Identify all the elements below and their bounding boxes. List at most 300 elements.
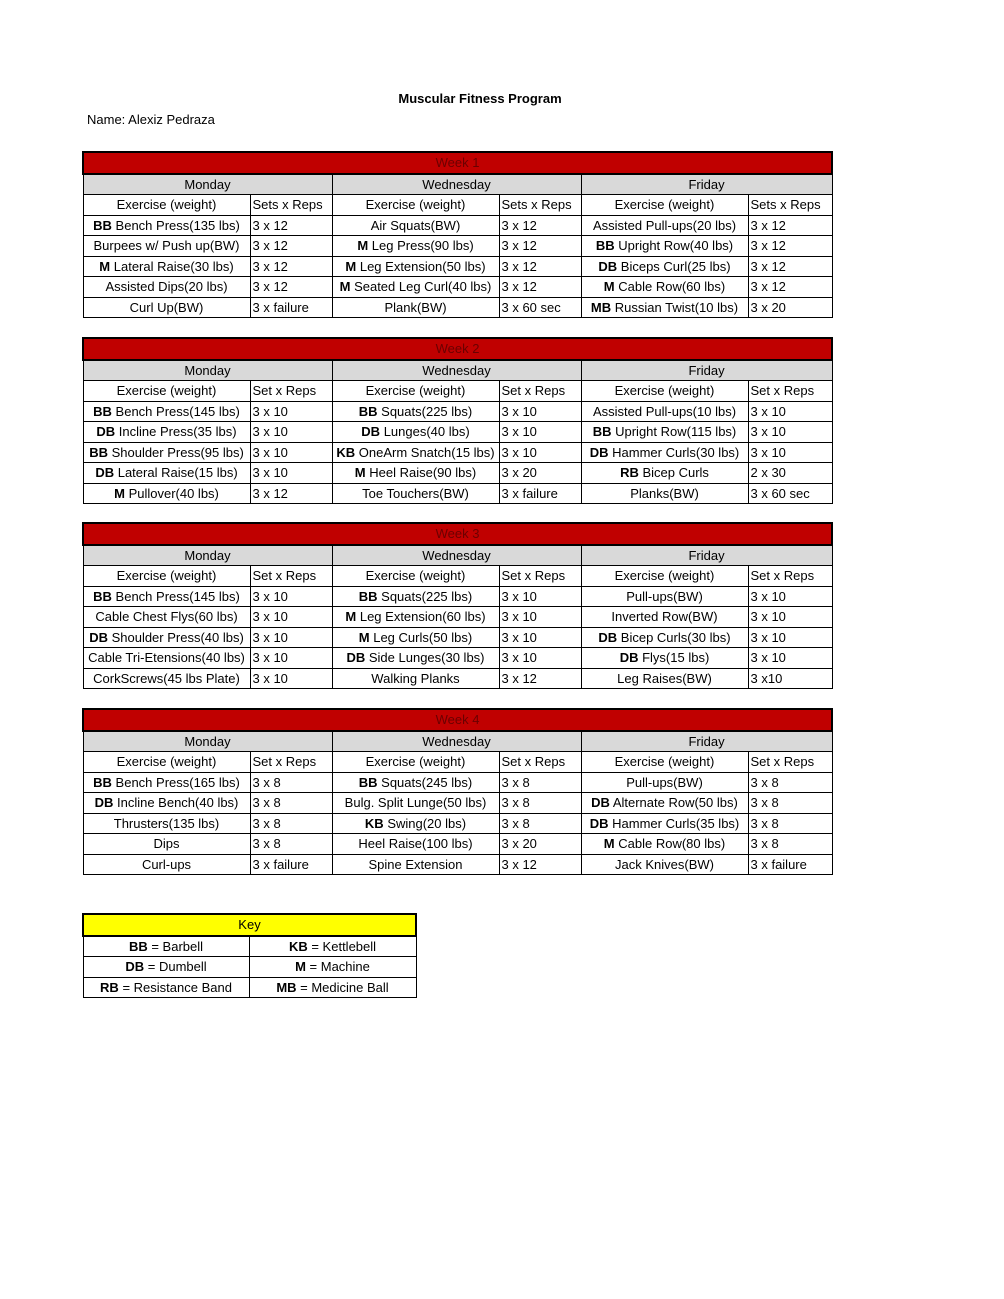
- cell-text: Dips: [153, 836, 180, 852]
- cell-text: Shoulder Press(95 lbs): [107, 444, 244, 460]
- equipment-abbrev: KB: [364, 815, 384, 831]
- cell-text: Hammer Curls(30 lbs): [608, 444, 740, 460]
- cell-text: Leg Extension(60 lbs): [356, 609, 486, 625]
- exercise-cell: [83, 648, 250, 669]
- table-row: [83, 236, 832, 257]
- exercise-cell: [83, 277, 250, 298]
- cell-text: Leg Extension(50 lbs): [356, 258, 486, 274]
- cell-text: Curl Up(BW): [129, 299, 204, 315]
- sets-reps-cell: 3 x 8: [748, 793, 832, 814]
- sets-reps-cell: 3 x 10: [250, 442, 332, 463]
- column-header-row: [83, 566, 832, 587]
- exercise-cell: [83, 401, 250, 422]
- week-header-row: [83, 709, 832, 731]
- table-row: [83, 854, 832, 875]
- equipment-abbrev: BB: [89, 444, 108, 460]
- column-header: Sets x Reps: [748, 195, 832, 216]
- sets-reps-cell: 3 x10: [748, 668, 832, 689]
- sets-reps-cell: 3 x 12: [748, 236, 832, 257]
- cell-text: Bulg. Split Lunge(50 lbs): [344, 795, 487, 811]
- column-header: Set x Reps: [499, 381, 581, 402]
- cell-text: Upright Row(115 lbs): [611, 424, 737, 440]
- exercise-cell: [83, 813, 250, 834]
- column-header: Sets x Reps: [250, 195, 332, 216]
- day-header-row: [83, 174, 832, 195]
- table-row: [83, 483, 832, 504]
- week-header-row: [83, 523, 832, 545]
- cell-text: Shoulder Press(40 lbs): [107, 629, 244, 645]
- week-table: [82, 522, 833, 689]
- week-label: Week 2: [83, 338, 832, 360]
- equipment-abbrev: M: [114, 485, 125, 501]
- week-label: Week 1: [83, 152, 832, 174]
- day-label: Wednesday: [332, 731, 581, 752]
- sets-reps-cell: 3 x 60 sec: [499, 297, 581, 318]
- week-label: Week 4: [83, 709, 832, 731]
- column-header: Exercise (weight): [581, 381, 748, 402]
- column-header: Exercise (weight): [83, 752, 250, 773]
- day-label: Friday: [581, 731, 832, 752]
- key-row: [83, 936, 416, 957]
- cell-text: Squats(225 lbs): [377, 403, 473, 419]
- key-table: [82, 913, 417, 998]
- equipment-abbrev: DB: [589, 815, 609, 831]
- cell-text: Swing(20 lbs): [383, 815, 467, 831]
- column-header: Exercise (weight): [581, 752, 748, 773]
- table-row: [83, 627, 832, 648]
- column-header-row: [83, 381, 832, 402]
- cell-text: Thrusters(135 lbs): [113, 815, 220, 831]
- exercise-cell: [581, 607, 748, 628]
- sets-reps-cell: 3 x 10: [499, 648, 581, 669]
- cell-text: Assisted Pull-ups(10 lbs): [592, 403, 737, 419]
- day-label: Monday: [83, 731, 332, 752]
- cell-text: Upright Row(40 lbs): [614, 238, 734, 254]
- equipment-abbrev: M: [345, 258, 357, 274]
- table-row: [83, 668, 832, 689]
- day-label: Wednesday: [332, 174, 581, 195]
- exercise-cell: [581, 793, 748, 814]
- sets-reps-cell: 3 x 12: [499, 236, 581, 257]
- table-row: [83, 442, 832, 463]
- cell-text: = Kettlebell: [307, 938, 377, 954]
- equipment-abbrev: BB: [128, 938, 148, 954]
- exercise-cell: [581, 297, 748, 318]
- equipment-abbrev: BB: [358, 588, 378, 604]
- equipment-abbrev: DB: [361, 424, 381, 440]
- sets-reps-cell: 2 x 30: [748, 463, 832, 484]
- exercise-cell: [332, 297, 499, 318]
- key-entry: [249, 977, 416, 998]
- equipment-abbrev: DB: [125, 959, 145, 975]
- cell-text: = Resistance Band: [118, 979, 232, 995]
- sets-reps-cell: 3 x 12: [748, 215, 832, 236]
- table-row: [83, 422, 832, 443]
- cell-text: Bench Press(145 lbs): [111, 588, 240, 604]
- day-label: Monday: [83, 545, 332, 566]
- column-header: Set x Reps: [499, 566, 581, 587]
- cell-text: Bench Press(145 lbs): [111, 403, 240, 419]
- exercise-cell: [332, 772, 499, 793]
- exercise-cell: [83, 463, 250, 484]
- day-header-row: [83, 545, 832, 566]
- sets-reps-cell: 3 x 12: [499, 277, 581, 298]
- exercise-cell: [581, 586, 748, 607]
- equipment-abbrev: MB: [276, 979, 297, 995]
- exercise-cell: [581, 236, 748, 257]
- exercise-cell: [332, 586, 499, 607]
- cell-text: Plank(BW): [384, 299, 447, 315]
- exercise-cell: [83, 607, 250, 628]
- key-entry: [249, 957, 416, 978]
- cell-text: = Barbell: [147, 938, 204, 954]
- equipment-abbrev: M: [603, 836, 615, 852]
- cell-text: Lateral Raise(30 lbs): [110, 258, 234, 274]
- exercise-cell: [83, 586, 250, 607]
- sets-reps-cell: 3 x 10: [250, 401, 332, 422]
- equipment-abbrev: BB: [358, 774, 378, 790]
- sets-reps-cell: 3 x 8: [748, 834, 832, 855]
- column-header: Exercise (weight): [83, 195, 250, 216]
- column-header: Sets x Reps: [499, 195, 581, 216]
- exercise-cell: [332, 834, 499, 855]
- exercise-cell: [83, 442, 250, 463]
- sets-reps-cell: 3 x 12: [748, 256, 832, 277]
- cell-text: Lunges(40 lbs): [380, 424, 470, 440]
- table-row: [83, 793, 832, 814]
- cell-text: Side Lunges(30 lbs): [365, 650, 485, 666]
- cell-text: Heel Raise(100 lbs): [358, 836, 473, 852]
- equipment-abbrev: RB: [620, 465, 639, 481]
- sets-reps-cell: 3 x 10: [250, 627, 332, 648]
- sets-reps-cell: 3 x 20: [499, 463, 581, 484]
- sets-reps-cell: 3 x 10: [748, 586, 832, 607]
- cell-text: Incline Press(35 lbs): [115, 424, 237, 440]
- key-entry: [83, 977, 249, 998]
- sets-reps-cell: 3 x 10: [499, 401, 581, 422]
- equipment-abbrev: DB: [89, 629, 108, 645]
- cell-text: CorkScrews(45 lbs Plate): [93, 670, 240, 686]
- page-title: Muscular Fitness Program: [398, 91, 562, 106]
- exercise-cell: [332, 854, 499, 875]
- sets-reps-cell: 3 x failure: [748, 854, 832, 875]
- exercise-cell: [332, 256, 499, 277]
- cell-text: Bench Press(165 lbs): [111, 774, 240, 790]
- column-header: Exercise (weight): [332, 752, 499, 773]
- equipment-abbrev: DB: [589, 444, 609, 460]
- exercise-cell: [83, 297, 250, 318]
- sets-reps-cell: 3 x 10: [748, 422, 832, 443]
- cell-text: OneArm Snatch(15 lbs): [355, 444, 495, 460]
- exercise-cell: [83, 793, 250, 814]
- key-title: Key: [83, 914, 416, 936]
- week-label: Week 3: [83, 523, 832, 545]
- cell-text: Alternate Row(50 lbs): [609, 795, 738, 811]
- day-label: Monday: [83, 174, 332, 195]
- sets-reps-cell: 3 x 10: [250, 463, 332, 484]
- sets-reps-cell: 3 x 12: [250, 215, 332, 236]
- cell-text: Leg Curls(50 lbs): [369, 629, 473, 645]
- table-row: [83, 648, 832, 669]
- cell-text: Spine Extension: [368, 856, 463, 872]
- equipment-abbrev: DB: [598, 629, 618, 645]
- week-table: [82, 708, 833, 875]
- exercise-cell: [332, 483, 499, 504]
- exercise-cell: [83, 483, 250, 504]
- sets-reps-cell: 3 x 8: [748, 813, 832, 834]
- column-header: Set x Reps: [250, 566, 332, 587]
- exercise-cell: [332, 422, 499, 443]
- equipment-abbrev: BB: [592, 424, 612, 440]
- exercise-cell: [332, 627, 499, 648]
- sets-reps-cell: 3 x 8: [250, 834, 332, 855]
- cell-text: Bench Press(135 lbs): [111, 217, 240, 233]
- equipment-abbrev: M: [345, 609, 357, 625]
- cell-text: Pull-ups(BW): [626, 588, 703, 604]
- exercise-cell: [332, 236, 499, 257]
- cell-text: Seated Leg Curl(40 lbs): [350, 279, 492, 295]
- exercise-cell: [332, 813, 499, 834]
- exercise-cell: [83, 772, 250, 793]
- day-label: Wednesday: [332, 545, 581, 566]
- equipment-abbrev: BB: [93, 217, 112, 233]
- exercise-cell: [581, 627, 748, 648]
- sets-reps-cell: 3 x 8: [499, 813, 581, 834]
- sets-reps-cell: 3 x 10: [250, 668, 332, 689]
- equipment-abbrev: DB: [598, 258, 618, 274]
- cell-text: Air Squats(BW): [370, 217, 461, 233]
- equipment-abbrev: DB: [95, 465, 115, 481]
- sets-reps-cell: 3 x 10: [748, 607, 832, 628]
- cell-text: Curl-ups: [141, 856, 192, 872]
- sets-reps-cell: 3 x 10: [250, 586, 332, 607]
- sets-reps-cell: 3 x 12: [250, 483, 332, 504]
- sets-reps-cell: 3 x 10: [748, 648, 832, 669]
- cell-text: Burpees w/ Push up(BW): [93, 238, 240, 254]
- equipment-abbrev: M: [339, 279, 351, 295]
- sets-reps-cell: 3 x 10: [250, 607, 332, 628]
- key-entry: [249, 936, 416, 957]
- equipment-abbrev: DB: [346, 650, 366, 666]
- sets-reps-cell: 3 x 20: [499, 834, 581, 855]
- cell-text: Flys(15 lbs): [638, 650, 710, 666]
- column-header: Set x Reps: [748, 752, 832, 773]
- sets-reps-cell: 3 x 12: [250, 256, 332, 277]
- sets-reps-cell: 3 x 8: [250, 813, 332, 834]
- table-row: [83, 772, 832, 793]
- equipment-abbrev: M: [354, 465, 366, 481]
- day-header-row: [83, 360, 832, 381]
- table-row: [83, 463, 832, 484]
- exercise-cell: [83, 834, 250, 855]
- cell-text: Cable Chest Flys(60 lbs): [95, 609, 238, 625]
- exercise-cell: [83, 627, 250, 648]
- sets-reps-cell: 3 x 10: [748, 442, 832, 463]
- key-entry: [83, 957, 249, 978]
- sets-reps-cell: 3 x failure: [250, 854, 332, 875]
- equipment-abbrev: BB: [93, 774, 112, 790]
- cell-text: Biceps Curl(25 lbs): [617, 258, 731, 274]
- cell-text: Inverted Row(BW): [611, 609, 718, 625]
- equipment-abbrev: M: [295, 959, 306, 975]
- table-row: [83, 401, 832, 422]
- cell-text: Jack Knives(BW): [615, 856, 714, 872]
- sets-reps-cell: 3 x 10: [748, 627, 832, 648]
- sets-reps-cell: 3 x 12: [499, 854, 581, 875]
- sets-reps-cell: 3 x 8: [499, 793, 581, 814]
- day-label: Friday: [581, 174, 832, 195]
- cell-text: Toe Touchers(BW): [362, 485, 469, 501]
- cell-text: Bicep Curls: [638, 465, 709, 481]
- exercise-cell: [581, 401, 748, 422]
- sets-reps-cell: 3 x failure: [250, 297, 332, 318]
- exercise-cell: [581, 668, 748, 689]
- sets-reps-cell: 3 x 8: [250, 772, 332, 793]
- equipment-abbrev: M: [358, 629, 370, 645]
- equipment-abbrev: BB: [595, 238, 615, 254]
- equipment-abbrev: M: [357, 238, 369, 254]
- column-header: Set x Reps: [748, 381, 832, 402]
- table-row: [83, 277, 832, 298]
- sets-reps-cell: 3 x 8: [499, 772, 581, 793]
- key-entry: [83, 936, 249, 957]
- column-header: Set x Reps: [748, 566, 832, 587]
- cell-text: Assisted Dips(20 lbs): [105, 279, 228, 295]
- week-table: [82, 337, 833, 504]
- column-header-row: [83, 752, 832, 773]
- sets-reps-cell: 3 x 8: [250, 793, 332, 814]
- cell-text: Leg Raises(BW): [617, 670, 712, 686]
- exercise-cell: [332, 648, 499, 669]
- exercise-cell: [83, 668, 250, 689]
- equipment-abbrev: BB: [358, 403, 378, 419]
- exercise-cell: [581, 215, 748, 236]
- day-header-row: [83, 731, 832, 752]
- sets-reps-cell: 3 x 10: [499, 442, 581, 463]
- exercise-cell: [83, 215, 250, 236]
- key-header-row: [83, 914, 416, 936]
- sets-reps-cell: 3 x 10: [499, 422, 581, 443]
- student-name: Name: Alexiz Pedraza: [87, 112, 215, 127]
- cell-text: Heel Raise(90 lbs): [365, 465, 477, 481]
- exercise-cell: [581, 422, 748, 443]
- sets-reps-cell: 3 x 10: [250, 422, 332, 443]
- exercise-cell: [581, 648, 748, 669]
- exercise-cell: [581, 256, 748, 277]
- exercise-cell: [581, 463, 748, 484]
- column-header: Set x Reps: [499, 752, 581, 773]
- cell-text: Leg Press(90 lbs): [368, 238, 474, 254]
- equipment-abbrev: M: [99, 258, 111, 274]
- sets-reps-cell: 3 x 10: [499, 586, 581, 607]
- cell-text: Pullover(40 lbs): [124, 485, 219, 501]
- column-header: Exercise (weight): [83, 381, 250, 402]
- table-row: [83, 297, 832, 318]
- exercise-cell: [83, 854, 250, 875]
- sets-reps-cell: 3 x 12: [499, 256, 581, 277]
- cell-text: Squats(225 lbs): [377, 588, 473, 604]
- equipment-abbrev: M: [603, 279, 615, 295]
- table-row: [83, 215, 832, 236]
- exercise-cell: [581, 442, 748, 463]
- equipment-abbrev: DB: [96, 424, 116, 440]
- key-row: [83, 977, 416, 998]
- table-row: [83, 586, 832, 607]
- column-header: Set x Reps: [250, 752, 332, 773]
- column-header: Exercise (weight): [83, 566, 250, 587]
- sets-reps-cell: 3 x 10: [499, 627, 581, 648]
- cell-text: = Machine: [305, 959, 370, 975]
- cell-text: Planks(BW): [630, 485, 699, 501]
- sets-reps-cell: 3 x 12: [499, 215, 581, 236]
- key-row: [83, 957, 416, 978]
- exercise-cell: [332, 668, 499, 689]
- exercise-cell: [332, 463, 499, 484]
- sets-reps-cell: 3 x 12: [250, 236, 332, 257]
- exercise-cell: [332, 215, 499, 236]
- equipment-abbrev: MB: [590, 299, 612, 315]
- sets-reps-cell: 3 x 10: [499, 607, 581, 628]
- week-header-row: [83, 338, 832, 360]
- cell-text: Russian Twist(10 lbs): [611, 299, 739, 315]
- exercise-cell: [332, 277, 499, 298]
- exercise-cell: [581, 813, 748, 834]
- cell-text: Cable Row(60 lbs): [614, 279, 726, 295]
- table-row: [83, 834, 832, 855]
- column-header: Set x Reps: [250, 381, 332, 402]
- sets-reps-cell: 3 x 8: [748, 772, 832, 793]
- exercise-cell: [581, 854, 748, 875]
- day-label: Friday: [581, 360, 832, 381]
- equipment-abbrev: BB: [93, 403, 112, 419]
- table-row: [83, 813, 832, 834]
- table-row: [83, 256, 832, 277]
- day-label: Wednesday: [332, 360, 581, 381]
- sets-reps-cell: 3 x 10: [748, 401, 832, 422]
- column-header: Exercise (weight): [332, 195, 499, 216]
- sets-reps-cell: 3 x 12: [748, 277, 832, 298]
- cell-text: Incline Bench(40 lbs): [113, 795, 239, 811]
- column-header: Exercise (weight): [581, 566, 748, 587]
- exercise-cell: [581, 834, 748, 855]
- day-label: Monday: [83, 360, 332, 381]
- column-header: Exercise (weight): [332, 566, 499, 587]
- cell-text: Hammer Curls(35 lbs): [608, 815, 740, 831]
- sets-reps-cell: 3 x 12: [499, 668, 581, 689]
- equipment-abbrev: DB: [591, 795, 610, 811]
- sets-reps-cell: 3 x failure: [499, 483, 581, 504]
- table-row: [83, 607, 832, 628]
- sets-reps-cell: 3 x 12: [250, 277, 332, 298]
- week-table: [82, 151, 833, 318]
- exercise-cell: [83, 422, 250, 443]
- exercise-cell: [581, 277, 748, 298]
- exercise-cell: [332, 793, 499, 814]
- equipment-abbrev: DB: [619, 650, 639, 666]
- cell-text: Cable Row(80 lbs): [614, 836, 726, 852]
- cell-text: = Medicine Ball: [296, 979, 389, 995]
- cell-text: = Dumbell: [144, 959, 207, 975]
- equipment-abbrev: DB: [94, 795, 114, 811]
- exercise-cell: [332, 607, 499, 628]
- sets-reps-cell: 3 x 10: [250, 648, 332, 669]
- exercise-cell: [581, 772, 748, 793]
- cell-text: Walking Planks: [371, 670, 460, 686]
- cell-text: Pull-ups(BW): [626, 774, 703, 790]
- equipment-abbrev: KB: [288, 938, 308, 954]
- cell-text: Cable Tri-Etensions(40 lbs): [88, 650, 245, 666]
- exercise-cell: [83, 236, 250, 257]
